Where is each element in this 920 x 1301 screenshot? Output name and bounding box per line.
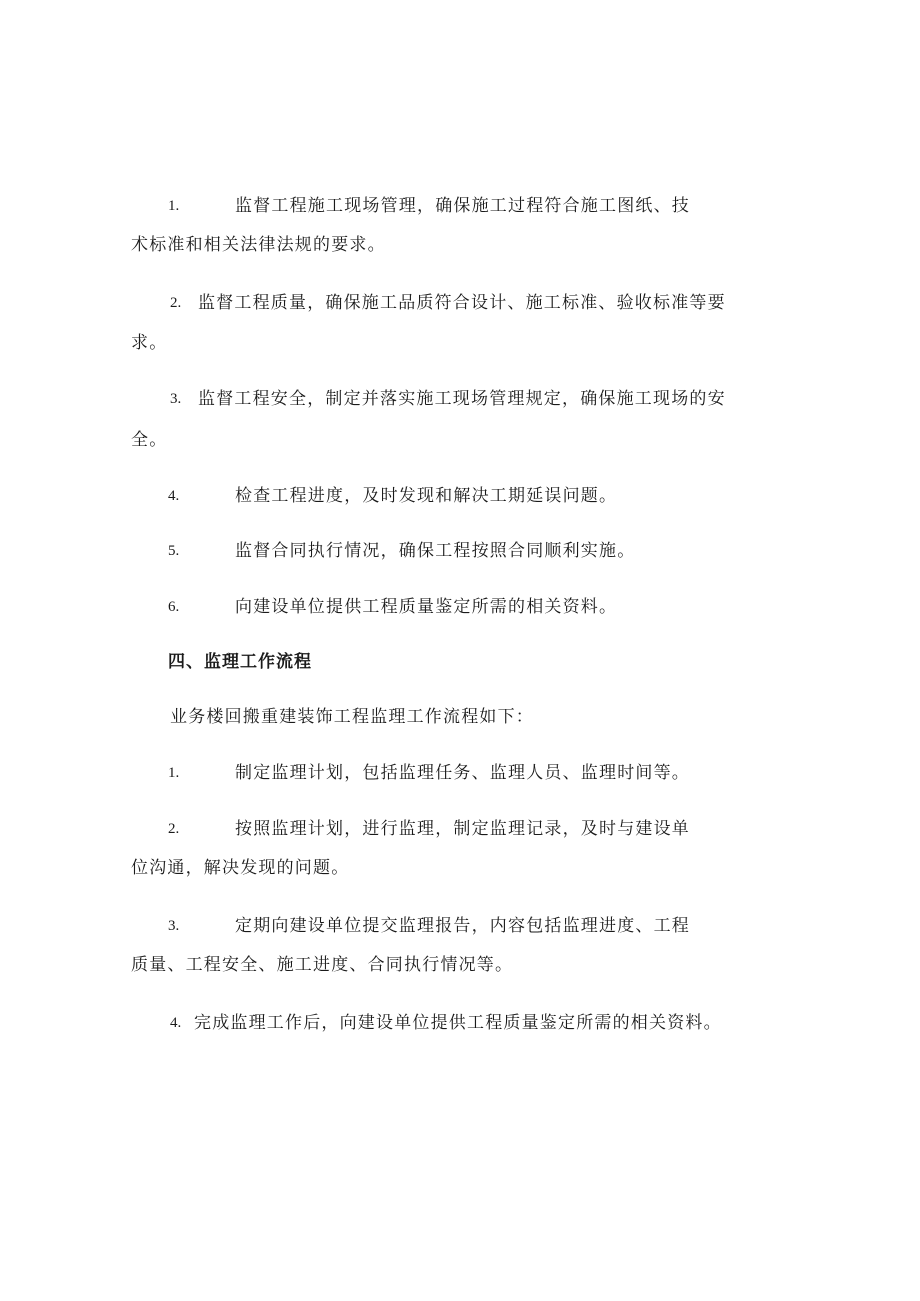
list-item-text-continued: 位沟通，解决发现的问题。 [131, 858, 350, 878]
list-item-number: 1. [168, 198, 180, 214]
list-item-number: 3. [170, 391, 182, 407]
list-item-text-continued: 术标准和相关法律法规的要求。 [131, 235, 386, 255]
list-item-text: 向建设单位提供工程质量鉴定所需的相关资料。 [235, 597, 618, 617]
list-item-text: 制定监理计划，包括监理任务、监理人员、监理时间等。 [235, 763, 690, 783]
section-intro: 业务楼回搬重建装饰工程监理工作流程如下： [170, 707, 534, 727]
list-item-text: 检查工程进度，及时发现和解决工期延误问题。 [235, 486, 618, 506]
list-item-number: 2. [168, 821, 180, 837]
list-item-number: 1. [168, 765, 180, 781]
list-item-text-continued: 求。 [131, 333, 168, 353]
list-item-text-continued: 质量、工程安全、施工进度、合同执行情况等。 [131, 955, 514, 975]
list-item-number: 2. [170, 295, 182, 311]
list-item-number: 4. [168, 488, 180, 504]
list-item-text: 按照监理计划，进行监理，制定监理记录，及时与建设单 [235, 819, 690, 839]
section-heading: 四、监理工作流程 [168, 652, 312, 672]
list-item-text: 监督工程质量，确保施工品质符合设计、施工标准、验收标准等要 [198, 293, 726, 313]
list-item-text: 定期向建设单位提交监理报告，内容包括监理进度、工程 [235, 916, 690, 936]
list-item-text: 监督合同执行情况，确保工程按照合同顺利实施。 [235, 541, 636, 561]
list-item-number: 4. [170, 1015, 182, 1031]
list-item-text: 完成监理工作后，向建设单位提供工程质量鉴定所需的相关资料。 [194, 1013, 722, 1033]
list-item-number: 5. [168, 543, 180, 559]
list-item-number: 6. [168, 599, 180, 615]
list-item-number: 3. [168, 918, 180, 934]
list-item-text: 监督工程施工现场管理，确保施工过程符合施工图纸、技 [235, 196, 690, 216]
list-item-text: 监督工程安全，制定并落实施工现场管理规定，确保施工现场的安 [198, 389, 726, 409]
list-item-text-continued: 全。 [131, 430, 168, 450]
